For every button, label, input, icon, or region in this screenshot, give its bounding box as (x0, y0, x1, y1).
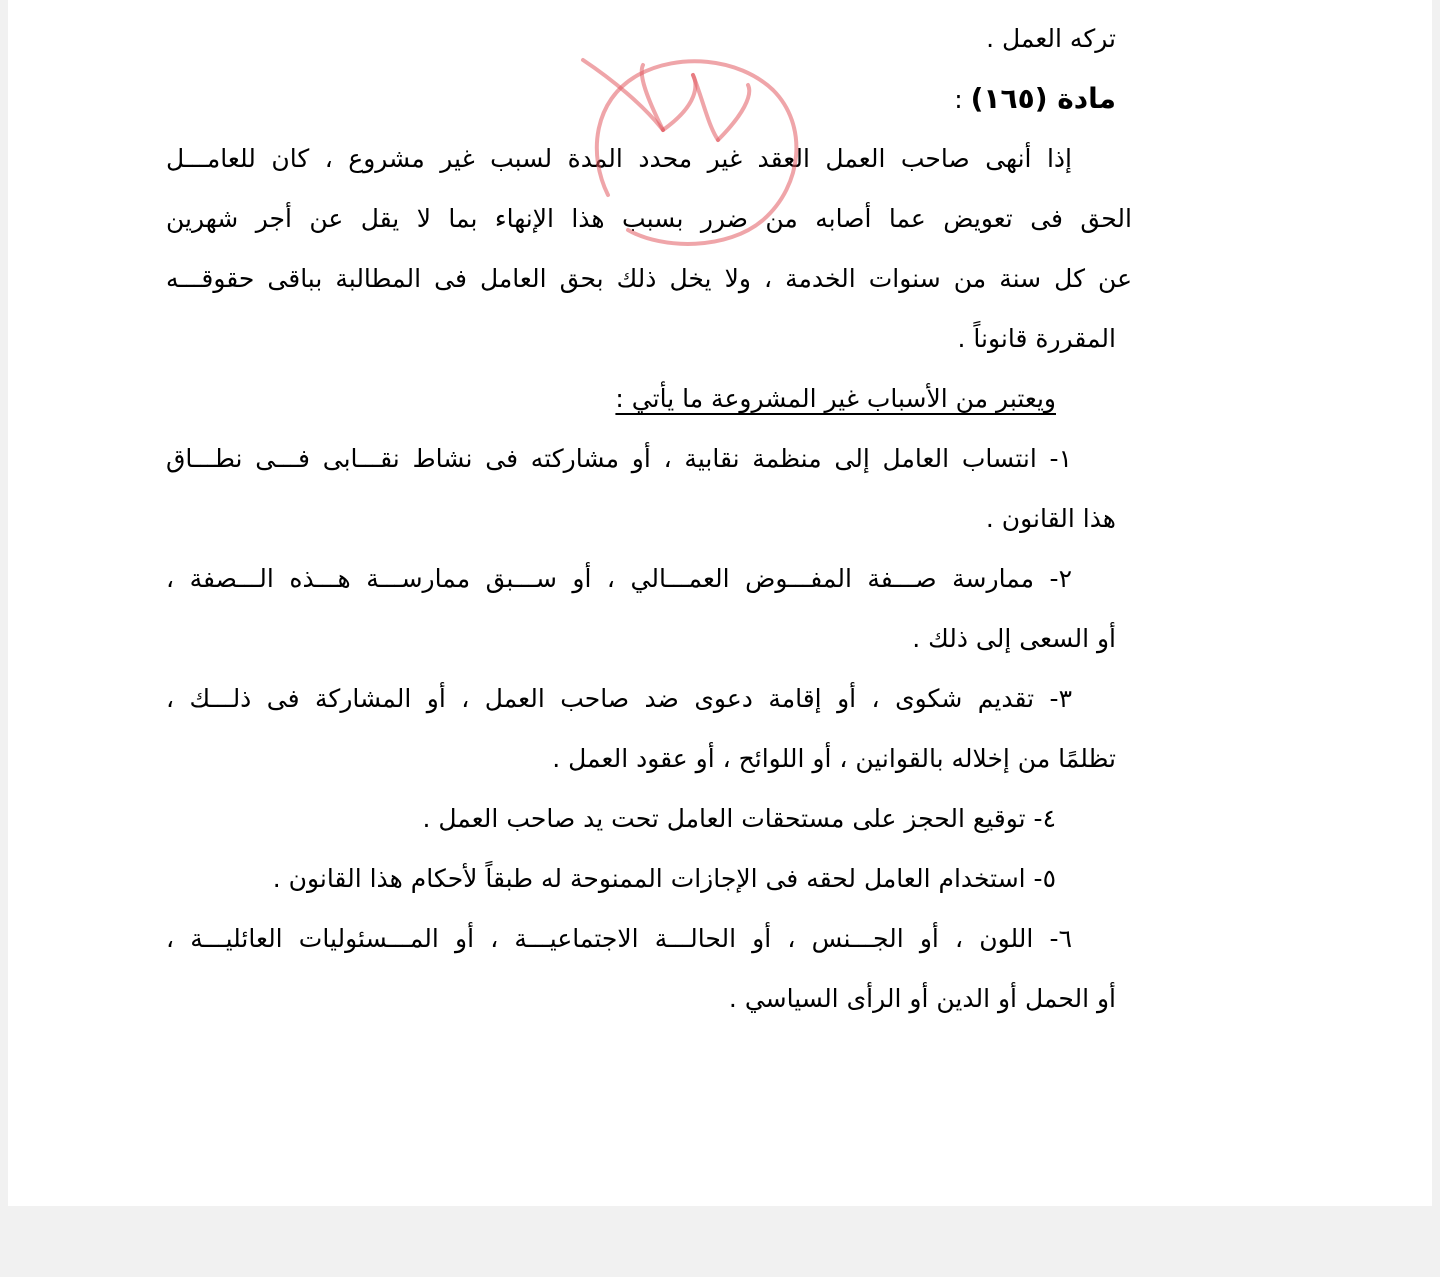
section-subheading (615, 382, 1056, 416)
list-item-text: ١- انتساب العامل إلى منظمة نقابية ، أو مشاركته فى نشاط نقـــابى فـــى نطـــاق (166, 444, 1072, 473)
text-line: المقررة قانوناً . (957, 324, 1116, 353)
text-line: الحق فى تعويض عما أصابه من ضرر بسبب هذا الإنهاء بما لا يقل عن أجر شهرين (166, 204, 1132, 233)
list-item-text: ٤- توقيع الحجز على مستحقات العامل تحت يد صاحب العمل . (422, 804, 1056, 833)
list-item-text: هذا القانون . (985, 504, 1116, 533)
list-item-text: ٢- ممارسة صـــفة المفـــوض العمـــالي ، أو ســـبق ممارســـة هـــذه الـــصفة ، (166, 564, 1072, 593)
article-title-colon: : (954, 85, 971, 114)
text-line: إذا أنهى صاحب العمل العقد غير محدد المدة لسبب غير مشروع ، كان للعامـــل (166, 144, 1072, 173)
list-item-text: ٦- اللون ، أو الجـــنس ، أو الحالـــة الاجتماعيـــة ، أو المـــسئوليات العائليـــة ، (166, 924, 1072, 953)
list-item-text: ٥- استخدام العامل لحقه فى الإجازات الممنوحة له طبقاً لأحكام هذا القانون . (272, 864, 1056, 893)
list-item-text: تظلمًا من إخلاله بالقوانين ، أو اللوائح ، أو عقود العمل . (552, 744, 1116, 773)
list-item-text: ٣- تقديم شكوى ، أو إقامة دعوى ضد صاحب العمل ، أو المشاركة فى ذلـــك ، (166, 684, 1072, 713)
article-heading (954, 82, 1116, 117)
article-title: مادة (١٦٥) (970, 82, 1116, 115)
list-item-text: أو الحمل أو الدين أو الرأى السياسي . (728, 984, 1116, 1013)
text-line: عن كل سنة من سنوات الخدمة ، ولا يخل ذلك بحق العامل فى المطالبة بباقى حقوقـــه (166, 264, 1132, 293)
text-line: تركه العمل . (986, 24, 1116, 53)
document-page (8, 0, 1432, 1206)
subheading-text: ويعتبر من الأسباب غير المشروعة ما يأتي : (615, 384, 1056, 413)
list-item-text: أو السعى إلى ذلك . (912, 624, 1116, 653)
